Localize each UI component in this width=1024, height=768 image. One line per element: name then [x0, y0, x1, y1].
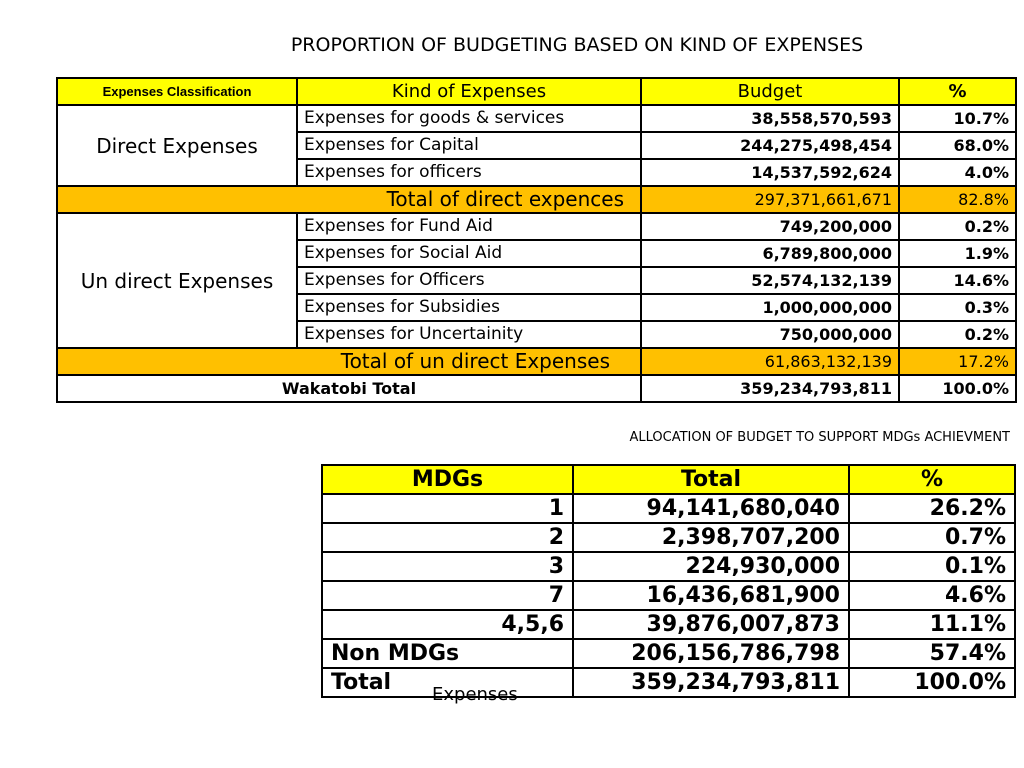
group-indirect: Un direct Expenses: [57, 213, 297, 348]
mdgs-cell: 3: [322, 552, 573, 581]
expenses-table: [56, 77, 1017, 403]
kind-cell: Expenses for officers: [297, 159, 641, 186]
budget-cell: 52,574,132,139: [641, 267, 899, 294]
pct-cell: 10.7%: [899, 105, 1016, 132]
mdgs-cell: 4,5,6: [322, 610, 573, 639]
total-cell: 94,141,680,040: [573, 494, 849, 523]
kind-cell: Expenses for Fund Aid: [297, 213, 641, 240]
pct-cell: 0.7%: [849, 523, 1015, 552]
budget-cell: 1,000,000,000: [641, 294, 899, 321]
pct-cell: 11.1%: [849, 610, 1015, 639]
grand-total-budget: 359,234,793,811: [641, 375, 899, 402]
pct-cell: 4.0%: [899, 159, 1016, 186]
total-cell: 206,156,786,798: [573, 639, 849, 668]
mdgs-cell: 1: [322, 494, 573, 523]
pct-cell: 4.6%: [849, 581, 1015, 610]
total-direct-budget: 297,371,661,671: [641, 186, 899, 213]
budget-cell: 750,000,000: [641, 321, 899, 348]
table-row: [57, 213, 1016, 240]
total-cell: 224,930,000: [573, 552, 849, 581]
table-row: [322, 494, 1015, 523]
total-direct-row: [57, 186, 1016, 213]
mdgs-cell: 2: [322, 523, 573, 552]
total-cell: 2,398,707,200: [573, 523, 849, 552]
mdgs-cell: Total: [322, 668, 573, 697]
table-row: [322, 668, 1015, 697]
kind-cell: Expenses for Officers: [297, 267, 641, 294]
header-total: Total: [573, 465, 849, 494]
total-indirect-label: Total of un direct Expenses: [57, 348, 641, 375]
pct-cell: 0.2%: [899, 321, 1016, 348]
pct-cell: 100.0%: [849, 668, 1015, 697]
mdgs-table-header: [322, 465, 1015, 494]
allocation-title: ALLOCATION OF BUDGET TO SUPPORT MDGs ACHIEVMENT: [629, 430, 1010, 445]
main-title: PROPORTION OF BUDGETING BASED ON KIND OF EXPENSES: [290, 34, 864, 56]
pct-cell: 1.9%: [899, 240, 1016, 267]
overlay-expenses-text: Expenses: [432, 684, 518, 705]
total-direct-pct: 82.8%: [899, 186, 1016, 213]
budget-cell: 244,275,498,454: [641, 132, 899, 159]
group-direct: Direct Expenses: [57, 105, 297, 186]
mdgs-cell: Non MDGs: [322, 639, 573, 668]
budget-cell: 38,558,570,593: [641, 105, 899, 132]
total-indirect-pct: 17.2%: [899, 348, 1016, 375]
pct-cell: 0.1%: [849, 552, 1015, 581]
budget-cell: 6,789,800,000: [641, 240, 899, 267]
header-pct: %: [849, 465, 1015, 494]
total-indirect-budget: 61,863,132,139: [641, 348, 899, 375]
total-cell: 39,876,007,873: [573, 610, 849, 639]
total-direct-label: Total of direct expences: [57, 186, 641, 213]
mdgs-cell: 7: [322, 581, 573, 610]
pct-cell: 57.4%: [849, 639, 1015, 668]
budget-cell: 14,537,592,624: [641, 159, 899, 186]
header-budget: Budget: [641, 78, 899, 105]
table-row: [322, 639, 1015, 668]
header-pct: %: [899, 78, 1016, 105]
table-row: [322, 581, 1015, 610]
kind-cell: Expenses for Uncertainity: [297, 321, 641, 348]
pct-cell: 0.3%: [899, 294, 1016, 321]
kind-cell: Expenses for Social Aid: [297, 240, 641, 267]
header-classification: Expenses Classification: [57, 78, 297, 105]
table-row: [322, 523, 1015, 552]
kind-cell: Expenses for Subsidies: [297, 294, 641, 321]
pct-cell: 68.0%: [899, 132, 1016, 159]
header-mdgs: MDGs: [322, 465, 573, 494]
header-kind: Kind of Expenses: [297, 78, 641, 105]
kind-cell: Expenses for goods & services: [297, 105, 641, 132]
pct-cell: 26.2%: [849, 494, 1015, 523]
kind-cell: Expenses for Capital: [297, 132, 641, 159]
total-cell: 359,234,793,811: [573, 668, 849, 697]
grand-total-pct: 100.0%: [899, 375, 1016, 402]
total-cell: 16,436,681,900: [573, 581, 849, 610]
pct-cell: 0.2%: [899, 213, 1016, 240]
pct-cell: 14.6%: [899, 267, 1016, 294]
total-indirect-row: [57, 348, 1016, 375]
table-row: [322, 552, 1015, 581]
mdgs-table: [321, 464, 1016, 698]
table-row: [57, 105, 1016, 132]
grand-total-label: Wakatobi Total: [57, 375, 641, 402]
table-row: [322, 610, 1015, 639]
budget-cell: 749,200,000: [641, 213, 899, 240]
grand-total-row: [57, 375, 1016, 402]
expenses-table-header: [57, 78, 1016, 105]
